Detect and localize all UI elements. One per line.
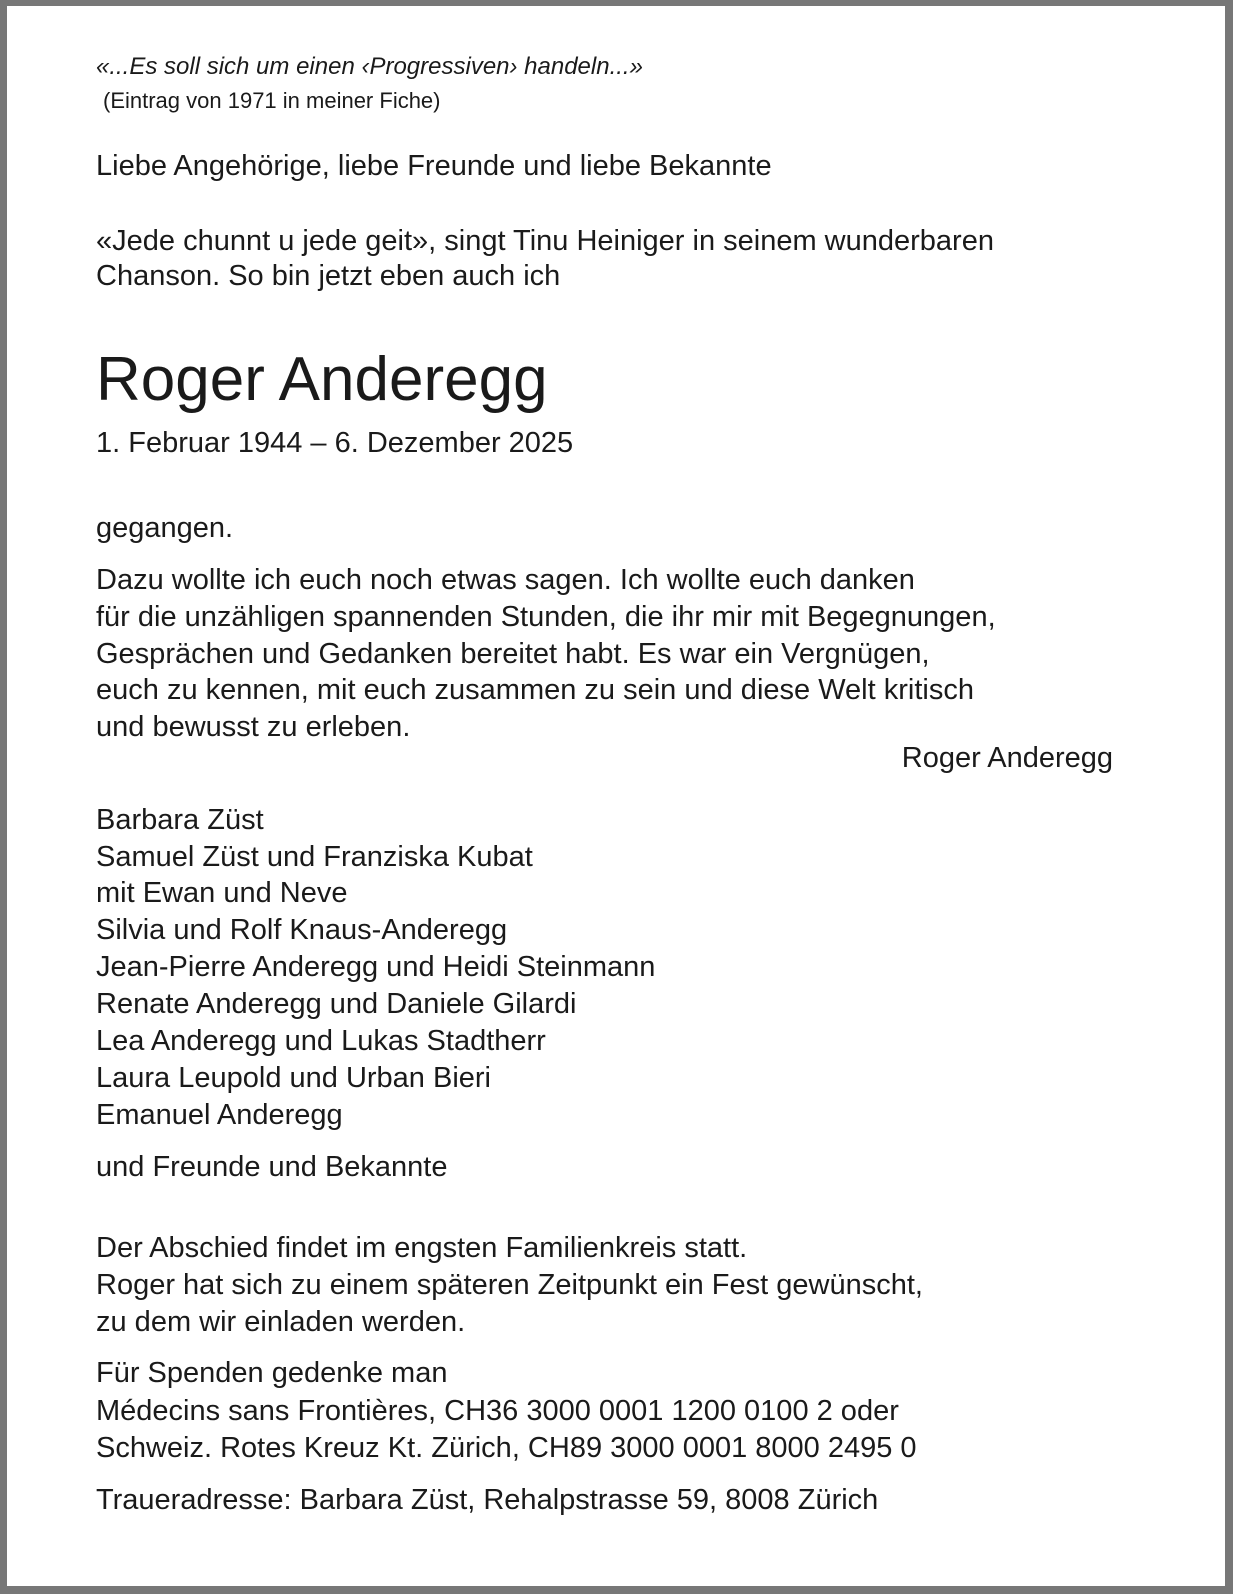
- mourner: mit Ewan und Neve: [96, 877, 348, 909]
- mourner: Laura Leupold und Urban Bieri: [96, 1062, 491, 1094]
- message-line: und bewusst zu erleben.: [96, 711, 411, 743]
- life-dates: 1. Februar 1944 – 6. Dezember 2025: [96, 427, 574, 459]
- message-line: für die unzähligen spannenden Stunden, die ihr mir mit Begegnungen,: [96, 601, 996, 633]
- intro-line: «Jede chunnt u jede geit», singt Tinu Heiniger in seinem wunderbaren: [96, 225, 994, 257]
- signature: Roger Anderegg: [901, 742, 1113, 774]
- friends-line: und Freunde und Bekannte: [96, 1151, 448, 1183]
- motto-quote: «...Es soll sich um einen ‹Progressiven› handeln...»: [96, 53, 643, 80]
- donation-line: Médecins sans Frontières, CH36 3000 0001 1200 0100 2 oder: [96, 1395, 899, 1427]
- message-line: Dazu wollte ich euch noch etwas sagen. Ich wollte euch danken: [96, 564, 915, 596]
- message-line: euch zu kennen, mit euch zusammen zu sein und diese Welt kritisch: [96, 674, 974, 706]
- donation-line: Für Spenden gedenke man: [96, 1357, 448, 1389]
- mourner: Renate Anderegg und Daniele Gilardi: [96, 988, 577, 1020]
- farewell-line: Roger hat sich zu einem späteren Zeitpunkt ein Fest gewünscht,: [96, 1269, 923, 1301]
- gone-text: gegangen.: [96, 512, 234, 544]
- deceased-name: Roger Anderegg: [96, 345, 548, 414]
- obituary-page: [7, 6, 1225, 1586]
- message-line: Gesprächen und Gedanken bereitet habt. Es war ein Vergnügen,: [96, 638, 930, 670]
- mourner: Emanuel Anderegg: [96, 1099, 343, 1131]
- mourner: Samuel Züst und Franziska Kubat: [96, 841, 533, 873]
- mourner: Silvia und Rolf Knaus-Anderegg: [96, 914, 508, 946]
- motto-source: (Eintrag von 1971 in meiner Fiche): [103, 88, 441, 113]
- mourner: Jean-Pierre Anderegg und Heidi Steinmann: [96, 951, 656, 983]
- greeting: Liebe Angehörige, liebe Freunde und liebe Bekannte: [96, 150, 772, 182]
- donation-line: Schweiz. Rotes Kreuz Kt. Zürich, CH89 3000 0001 8000 2495 0: [96, 1432, 917, 1464]
- farewell-line: zu dem wir einladen werden.: [96, 1306, 466, 1338]
- mourner: Lea Anderegg und Lukas Stadtherr: [96, 1025, 546, 1057]
- farewell-line: Der Abschied findet im engsten Familienkreis statt.: [96, 1232, 748, 1264]
- mourner: Barbara Züst: [96, 804, 264, 836]
- intro-line: Chanson. So bin jetzt eben auch ich: [96, 260, 561, 292]
- mourning-address: Traueradresse: Barbara Züst, Rehalpstrasse 59, 8008 Zürich: [96, 1484, 879, 1516]
